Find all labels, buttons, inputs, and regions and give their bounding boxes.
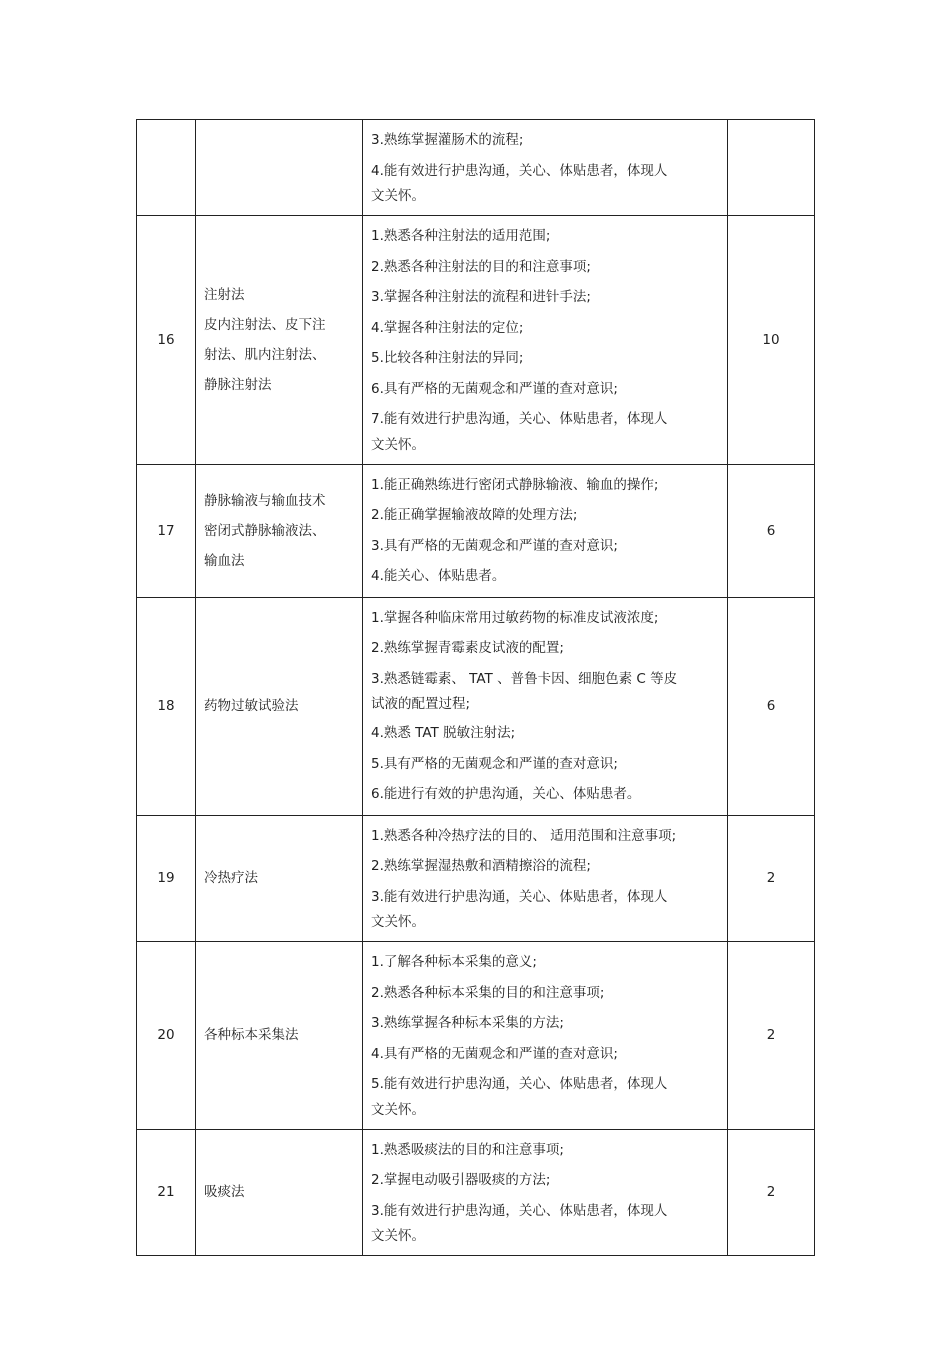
topic-line: 静脉输液与输血技术 xyxy=(204,492,326,509)
row-hours: 2 xyxy=(728,1129,815,1256)
row-topic xyxy=(196,464,363,597)
requirement-line: 3.能有效进行护患沟通，关心、体贴患者，体现人 xyxy=(371,888,668,905)
requirement-line: 5.能有效进行护患沟通，关心、体贴患者，体现人 xyxy=(371,1076,668,1092)
requirement-line: 2.熟悉各种标本采集的目的和注意事项; xyxy=(371,984,605,1001)
topic-line: 药物过敏试验法 xyxy=(204,698,299,714)
topic-line: 皮内注射法、皮下注 xyxy=(204,316,326,333)
requirement-line: 2.熟悉各种注射法的目的和注意事项; xyxy=(371,258,591,275)
requirement-line: 4.具有严格的无菌观念和严谨的查对意识; xyxy=(371,1045,618,1062)
row-topic xyxy=(196,815,363,942)
row-requirements xyxy=(363,120,728,216)
curriculum-table xyxy=(136,119,815,1256)
requirement-line: 2.掌握电动吸引器吸痰的方法; xyxy=(371,1172,551,1188)
requirement-line: 3.熟练掌握各种标本采集的方法; xyxy=(371,1015,564,1031)
requirement-line: 1.掌握各种临床常用过敏药物的标准皮试液浓度; xyxy=(371,609,659,626)
requirement-line: 4.能关心、体贴患者。 xyxy=(371,568,506,584)
row-number: 16 xyxy=(137,216,196,465)
topic-line: 密闭式静脉输液法、 xyxy=(204,522,326,539)
row-hours xyxy=(728,120,815,216)
row-requirements xyxy=(363,216,728,465)
topic-line: 注射法 xyxy=(204,286,245,303)
requirement-line: 6.能进行有效的护患沟通，关心、体贴患者。 xyxy=(371,786,641,802)
requirement-line: 3.熟练掌握灌肠术的流程; xyxy=(371,132,524,148)
topic-line: 冷热疗法 xyxy=(204,870,258,887)
row-hours: 6 xyxy=(728,597,815,815)
table-row xyxy=(137,1129,815,1256)
row-hours: 6 xyxy=(728,464,815,597)
requirement-line: 2.熟练掌握湿热敷和酒精擦浴的流程; xyxy=(371,858,591,874)
table-row xyxy=(137,120,815,216)
requirement-line: 7.能有效进行护患沟通，关心、体贴患者，体现人 xyxy=(371,411,668,427)
requirement-line: 3.熟悉链霉素、 TAT 、普鲁卡因、细胞色素 C 等皮 xyxy=(371,670,678,687)
row-hours: 10 xyxy=(728,216,815,465)
requirement-line: 文关怀。 xyxy=(371,436,425,453)
row-topic xyxy=(196,942,363,1130)
row-requirements xyxy=(363,1129,728,1256)
table-row xyxy=(137,942,815,1130)
table-row xyxy=(137,597,815,815)
row-requirements xyxy=(363,597,728,815)
requirement-line: 1.熟悉吸痰法的目的和注意事项; xyxy=(371,1141,564,1158)
table-row xyxy=(137,216,815,465)
requirement-line: 3.能有效进行护患沟通，关心、体贴患者，体现人 xyxy=(371,1202,668,1219)
requirement-line: 文关怀。 xyxy=(371,1228,425,1244)
requirement-line: 文关怀。 xyxy=(371,188,425,204)
row-topic xyxy=(196,120,363,216)
table-row xyxy=(137,815,815,942)
requirement-line: 4.掌握各种注射法的定位; xyxy=(371,319,524,336)
row-requirements xyxy=(363,464,728,597)
row-topic xyxy=(196,216,363,465)
requirement-line: 1.了解各种标本采集的意义; xyxy=(371,954,537,970)
row-requirements xyxy=(363,942,728,1130)
requirement-line: 文关怀。 xyxy=(371,1101,425,1118)
row-number: 19 xyxy=(137,815,196,942)
requirement-line: 2.熟练掌握青霉素皮试液的配置; xyxy=(371,640,564,656)
requirement-line: 3.掌握各种注射法的流程和进针手法; xyxy=(371,289,591,305)
row-number: 21 xyxy=(137,1129,196,1256)
requirement-line: 文关怀。 xyxy=(371,914,425,930)
row-hours: 2 xyxy=(728,942,815,1130)
topic-line: 静脉注射法 xyxy=(204,376,272,393)
requirement-line: 2.能正确掌握输液故障的处理方法; xyxy=(371,507,578,523)
requirement-line: 4.熟悉 TAT 脱敏注射法; xyxy=(371,725,516,741)
row-number xyxy=(137,120,196,216)
topic-line: 射法、肌内注射法、 xyxy=(204,346,326,363)
topic-line: 各种标本采集法 xyxy=(204,1027,299,1044)
row-topic xyxy=(196,1129,363,1256)
requirement-line: 3.具有严格的无菌观念和严谨的查对意识; xyxy=(371,537,618,554)
requirement-line: 1.熟悉各种冷热疗法的目的、 适用范围和注意事项; xyxy=(371,827,677,844)
topic-line: 输血法 xyxy=(204,552,245,569)
row-hours: 2 xyxy=(728,815,815,942)
requirement-line: 1.熟悉各种注射法的适用范围; xyxy=(371,228,551,244)
requirement-line: 5.比较各种注射法的异同; xyxy=(371,350,524,366)
requirement-line: 5.具有严格的无菌观念和严谨的查对意识; xyxy=(371,755,618,772)
row-number: 18 xyxy=(137,597,196,815)
requirement-line: 6.具有严格的无菌观念和严谨的查对意识; xyxy=(371,380,618,397)
topic-line: 吸痰法 xyxy=(204,1184,245,1201)
requirement-line: 4.能有效进行护患沟通，关心、体贴患者，体现人 xyxy=(371,162,668,179)
row-requirements xyxy=(363,815,728,942)
table-row xyxy=(137,464,815,597)
row-topic xyxy=(196,597,363,815)
requirement-line: 1.能正确熟练进行密闭式静脉输液、输血的操作; xyxy=(371,476,659,493)
row-number: 17 xyxy=(137,464,196,597)
requirement-line: 试液的配置过程; xyxy=(371,696,471,712)
row-number: 20 xyxy=(137,942,196,1130)
